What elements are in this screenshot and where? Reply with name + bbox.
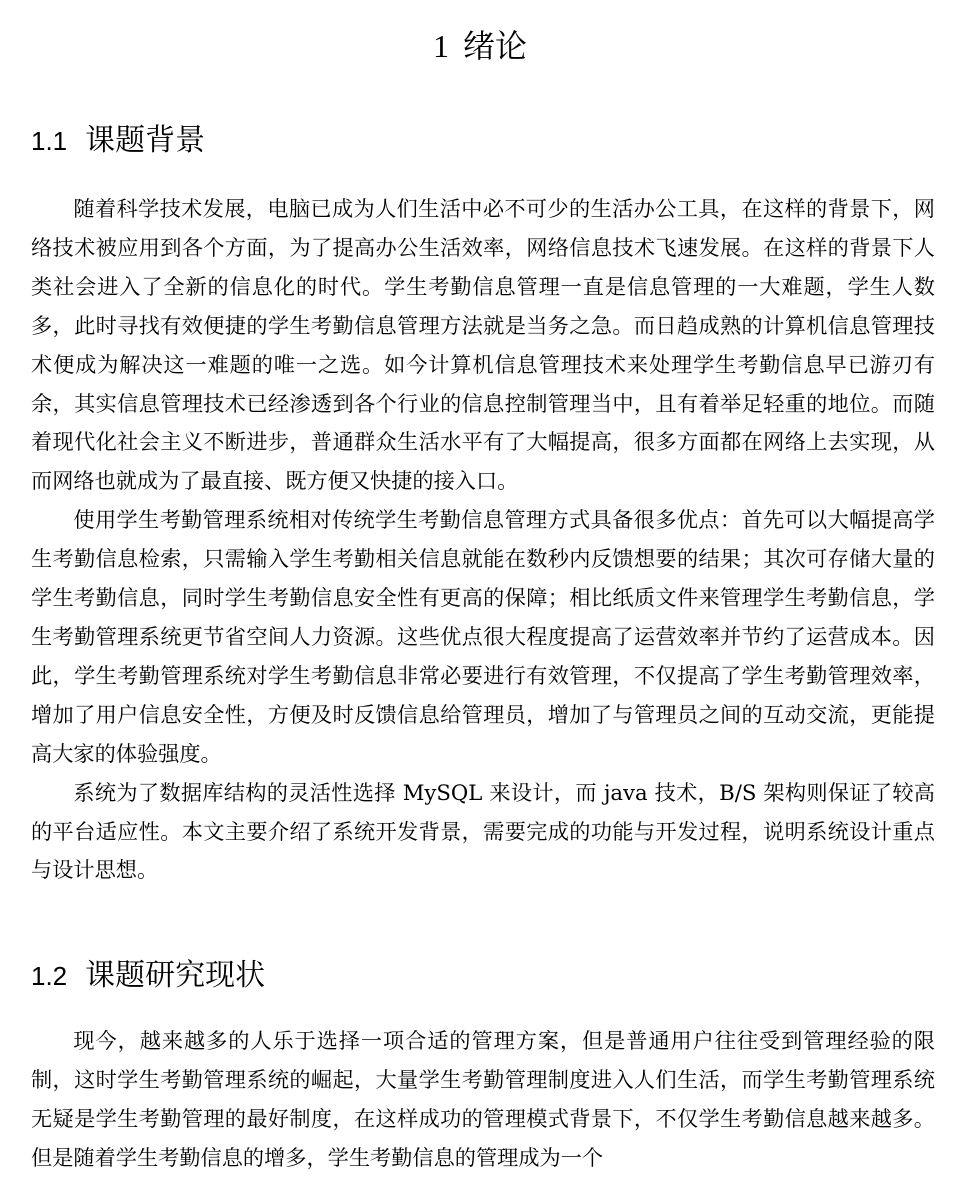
section-title: 课题研究现状: [85, 958, 266, 993]
paragraph: 随着科学技术发展，电脑已成为人们生活中必不可少的生活办公工具，在这样的背景下，网络技术被应用到各个方面，为了提高办公生活效率，网络信息技术飞速发展。在这样的背景下人类社会进入了全新的信息化的时代。学生考勤信息管理一直是信息管理的一大难题，学生人数多，此时寻找有效便捷的学生考勤信息管理方法就是当务之急。而日趋成熟的计算机信息管理技术便成为解决这一难题的唯一之选。如今计算机信息管理技术来处理学生考勤信息早已游刃有余，其实信息管理技术已经渗透到各个行业的信息控制管理当中，且有着举足轻重的地位。而随着现代化社会主义不断进步，普通群众生活水平有了大幅提高，很多方面都在网络上去实现，从而网络也就成为了最直接、既方便又快捷的接入口。: [31, 196, 935, 494]
chapter-title: [0, 24, 960, 68]
section-research-status: [31, 956, 935, 1170]
section-number: 1.2: [31, 961, 68, 991]
paragraph: 使用学生考勤管理系统相对传统学生考勤信息管理方式具备很多优点：首先可以大幅提高学生考勤信息检索，只需输入学生考勤相关信息就能在数秒内反馈想要的结果；其次可存储大量的学生考勤信息，同时学生考勤信息安全性有更高的保障；相比纸质文件来管理学生考勤信息，学生考勤管理系统更节省空间人力资源。这些优点很大程度提高了运营效率并节约了运营成本。因此，学生考勤管理系统对学生考勤信息非常必要进行有效管理，不仅提高了学生考勤管理效率，增加了用户信息安全性，方便及时反馈信息给管理员，增加了与管理员之间的互动交流，更能提高大家的体验强度。: [31, 507, 935, 766]
section-title: 课题背景: [85, 123, 206, 158]
paragraph: 系统为了数据库结构的灵活性选择 MySQL 来设计，而 java 技术，B/S 架构则保证了较高的平台适应性。本文主要介绍了系统开发背景，需要完成的功能与开发过程，说明系统设计重点与设计思想。: [31, 779, 935, 883]
section-number: 1.1: [31, 126, 68, 156]
section-background: [31, 121, 935, 883]
chapter-title-text: 绪论: [462, 27, 527, 65]
section-heading: [31, 121, 931, 161]
chapter-number: 1: [432, 28, 449, 64]
paragraph: 现今，越来越多的人乐于选择一项合适的管理方案，但是普通用户往往受到管理经验的限制，这时学生考勤管理系统的崛起，大量学生考勤管理制度进入人们生活，而学生考勤管理系统无疑是学生考勤管理的最好制度，在这样成功的管理模式背景下，不仅学生考勤信息越来越多。但是随着学生考勤信息的增多，学生考勤信息的管理成为一个: [31, 1028, 935, 1170]
section-heading: [31, 956, 931, 996]
